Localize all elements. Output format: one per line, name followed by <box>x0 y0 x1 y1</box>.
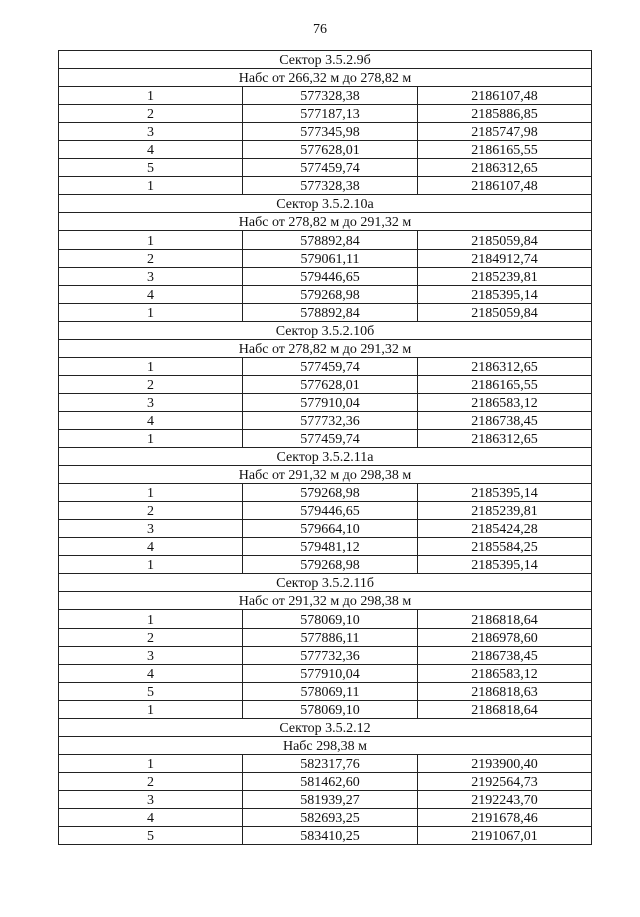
table-row <box>59 664 592 682</box>
sector-header-row <box>59 574 592 592</box>
x-coordinate-cell: 579061,11 <box>243 249 418 267</box>
table-row <box>59 484 592 502</box>
x-coordinate-cell: 583410,25 <box>243 827 418 845</box>
nabs-range: Набс от 278,82 м до 291,32 м <box>59 213 592 231</box>
table-row <box>59 231 592 249</box>
table-row <box>59 357 592 375</box>
y-coordinate-cell: 2185886,85 <box>418 105 592 123</box>
nabs-range: Набс 298,38 м <box>59 736 592 754</box>
x-coordinate-cell: 579446,65 <box>243 267 418 285</box>
x-coordinate-cell: 577628,01 <box>243 141 418 159</box>
table-row <box>59 249 592 267</box>
point-number-cell: 4 <box>59 285 243 303</box>
y-coordinate-cell: 2185395,14 <box>418 556 592 574</box>
y-coordinate-cell: 2184912,74 <box>418 249 592 267</box>
y-coordinate-cell: 2193900,40 <box>418 754 592 772</box>
table-row <box>59 556 592 574</box>
table-row <box>59 159 592 177</box>
nabs-range: Набс от 266,32 м до 278,82 м <box>59 69 592 87</box>
table-row <box>59 538 592 556</box>
nabs-header-row <box>59 736 592 754</box>
coordinates-table-body <box>59 51 592 845</box>
y-coordinate-cell: 2186818,64 <box>418 610 592 628</box>
point-number-cell: 5 <box>59 827 243 845</box>
y-coordinate-cell: 2185059,84 <box>418 231 592 249</box>
x-coordinate-cell: 578892,84 <box>243 231 418 249</box>
y-coordinate-cell: 2186818,64 <box>418 700 592 718</box>
sector-title: Сектор 3.5.2.10а <box>59 195 592 213</box>
y-coordinate-cell: 2185239,81 <box>418 267 592 285</box>
point-number-cell: 4 <box>59 808 243 826</box>
table-row <box>59 754 592 772</box>
x-coordinate-cell: 579446,65 <box>243 502 418 520</box>
x-coordinate-cell: 579664,10 <box>243 520 418 538</box>
point-number-cell: 5 <box>59 682 243 700</box>
nabs-header-row <box>59 466 592 484</box>
point-number-cell: 3 <box>59 123 243 141</box>
y-coordinate-cell: 2186583,12 <box>418 393 592 411</box>
x-coordinate-cell: 577732,36 <box>243 411 418 429</box>
y-coordinate-cell: 2186165,55 <box>418 141 592 159</box>
point-number-cell: 4 <box>59 664 243 682</box>
table-row <box>59 285 592 303</box>
x-coordinate-cell: 578069,10 <box>243 700 418 718</box>
y-coordinate-cell: 2191067,01 <box>418 827 592 845</box>
point-number-cell: 2 <box>59 375 243 393</box>
x-coordinate-cell: 579268,98 <box>243 484 418 502</box>
point-number-cell: 3 <box>59 790 243 808</box>
sector-header-row <box>59 195 592 213</box>
sector-title: Сектор 3.5.2.11а <box>59 448 592 466</box>
point-number-cell: 1 <box>59 484 243 502</box>
x-coordinate-cell: 577345,98 <box>243 123 418 141</box>
y-coordinate-cell: 2186818,63 <box>418 682 592 700</box>
table-row <box>59 808 592 826</box>
x-coordinate-cell: 581939,27 <box>243 790 418 808</box>
x-coordinate-cell: 578892,84 <box>243 303 418 321</box>
x-coordinate-cell: 581462,60 <box>243 772 418 790</box>
point-number-cell: 1 <box>59 231 243 249</box>
x-coordinate-cell: 577886,11 <box>243 628 418 646</box>
point-number-cell: 1 <box>59 700 243 718</box>
sector-header-row <box>59 321 592 339</box>
x-coordinate-cell: 579481,12 <box>243 538 418 556</box>
table-row <box>59 700 592 718</box>
x-coordinate-cell: 577459,74 <box>243 159 418 177</box>
point-number-cell: 1 <box>59 303 243 321</box>
y-coordinate-cell: 2185424,28 <box>418 520 592 538</box>
table-row <box>59 105 592 123</box>
table-row <box>59 177 592 195</box>
point-number-cell: 1 <box>59 610 243 628</box>
point-number-cell: 3 <box>59 520 243 538</box>
table-row <box>59 123 592 141</box>
table-row <box>59 610 592 628</box>
y-coordinate-cell: 2186165,55 <box>418 375 592 393</box>
table-row <box>59 520 592 538</box>
table-row <box>59 827 592 845</box>
table-row <box>59 87 592 105</box>
point-number-cell: 4 <box>59 538 243 556</box>
sector-title: Сектор 3.5.2.12 <box>59 718 592 736</box>
y-coordinate-cell: 2186107,48 <box>418 87 592 105</box>
y-coordinate-cell: 2185239,81 <box>418 502 592 520</box>
x-coordinate-cell: 577910,04 <box>243 393 418 411</box>
nabs-range: Набс от 291,32 м до 298,38 м <box>59 592 592 610</box>
table-row <box>59 790 592 808</box>
table-row <box>59 429 592 447</box>
y-coordinate-cell: 2185395,14 <box>418 484 592 502</box>
point-number-cell: 3 <box>59 646 243 664</box>
sector-title: Сектор 3.5.2.9б <box>59 51 592 69</box>
page-number: 76 <box>313 22 327 37</box>
coordinates-table <box>58 50 592 845</box>
y-coordinate-cell: 2191678,46 <box>418 808 592 826</box>
x-coordinate-cell: 577187,13 <box>243 105 418 123</box>
sector-title: Сектор 3.5.2.10б <box>59 321 592 339</box>
table-row <box>59 646 592 664</box>
point-number-cell: 1 <box>59 87 243 105</box>
point-number-cell: 2 <box>59 502 243 520</box>
y-coordinate-cell: 2186978,60 <box>418 628 592 646</box>
x-coordinate-cell: 578069,11 <box>243 682 418 700</box>
x-coordinate-cell: 577628,01 <box>243 375 418 393</box>
nabs-range: Набс от 291,32 м до 298,38 м <box>59 466 592 484</box>
x-coordinate-cell: 577328,38 <box>243 87 418 105</box>
point-number-cell: 2 <box>59 105 243 123</box>
sector-header-row <box>59 448 592 466</box>
y-coordinate-cell: 2192243,70 <box>418 790 592 808</box>
x-coordinate-cell: 577910,04 <box>243 664 418 682</box>
point-number-cell: 1 <box>59 556 243 574</box>
y-coordinate-cell: 2185747,98 <box>418 123 592 141</box>
table-row <box>59 628 592 646</box>
point-number-cell: 3 <box>59 393 243 411</box>
nabs-header-row <box>59 339 592 357</box>
sector-header-row <box>59 718 592 736</box>
x-coordinate-cell: 577328,38 <box>243 177 418 195</box>
y-coordinate-cell: 2186738,45 <box>418 411 592 429</box>
nabs-header-row <box>59 69 592 87</box>
point-number-cell: 1 <box>59 357 243 375</box>
point-number-cell: 2 <box>59 772 243 790</box>
nabs-range: Набс от 278,82 м до 291,32 м <box>59 339 592 357</box>
table-row <box>59 393 592 411</box>
y-coordinate-cell: 2186312,65 <box>418 357 592 375</box>
x-coordinate-cell: 582693,25 <box>243 808 418 826</box>
table-row <box>59 502 592 520</box>
y-coordinate-cell: 2186738,45 <box>418 646 592 664</box>
x-coordinate-cell: 582317,76 <box>243 754 418 772</box>
sector-header-row <box>59 51 592 69</box>
table-row <box>59 682 592 700</box>
point-number-cell: 4 <box>59 141 243 159</box>
x-coordinate-cell: 577459,74 <box>243 357 418 375</box>
table-row <box>59 267 592 285</box>
point-number-cell: 1 <box>59 177 243 195</box>
point-number-cell: 4 <box>59 411 243 429</box>
y-coordinate-cell: 2185059,84 <box>418 303 592 321</box>
point-number-cell: 5 <box>59 159 243 177</box>
y-coordinate-cell: 2185395,14 <box>418 285 592 303</box>
sector-title: Сектор 3.5.2.11б <box>59 574 592 592</box>
point-number-cell: 3 <box>59 267 243 285</box>
x-coordinate-cell: 577459,74 <box>243 429 418 447</box>
y-coordinate-cell: 2186583,12 <box>418 664 592 682</box>
nabs-header-row <box>59 213 592 231</box>
table-row <box>59 411 592 429</box>
table-row <box>59 303 592 321</box>
nabs-header-row <box>59 592 592 610</box>
x-coordinate-cell: 578069,10 <box>243 610 418 628</box>
point-number-cell: 1 <box>59 754 243 772</box>
y-coordinate-cell: 2186312,65 <box>418 429 592 447</box>
y-coordinate-cell: 2186312,65 <box>418 159 592 177</box>
point-number-cell: 1 <box>59 429 243 447</box>
y-coordinate-cell: 2185584,25 <box>418 538 592 556</box>
y-coordinate-cell: 2186107,48 <box>418 177 592 195</box>
x-coordinate-cell: 579268,98 <box>243 285 418 303</box>
table-row <box>59 141 592 159</box>
x-coordinate-cell: 579268,98 <box>243 556 418 574</box>
table-row <box>59 772 592 790</box>
point-number-cell: 2 <box>59 249 243 267</box>
table-row <box>59 375 592 393</box>
point-number-cell: 2 <box>59 628 243 646</box>
x-coordinate-cell: 577732,36 <box>243 646 418 664</box>
y-coordinate-cell: 2192564,73 <box>418 772 592 790</box>
